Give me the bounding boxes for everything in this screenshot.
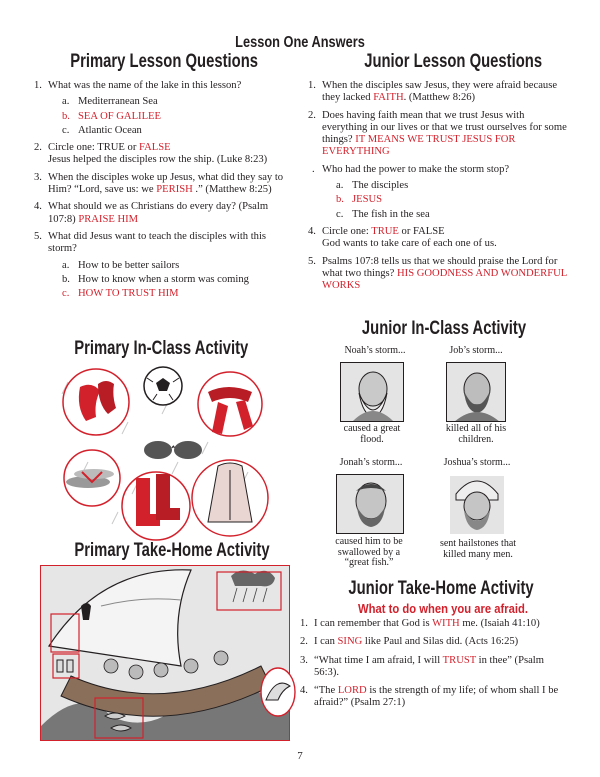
primary-takehome-picture: [40, 565, 290, 741]
primary-question-4: 4. What should we as Christians do every day? (Psalm 107:8) PRAISE HIM: [34, 201, 269, 225]
junior-takehome-list: [300, 618, 562, 715]
primary-questions: [34, 80, 286, 305]
storm-label: Jonah’s storm...: [339, 457, 403, 468]
primary-question-2: 2. Circle one: TRUE or FALSE Jesus helped the disciples row the ship. (Luke 8:23): [34, 142, 268, 166]
storm-caption: sent hailstones that killed many men.: [439, 538, 517, 560]
scarf-icon: [198, 372, 262, 436]
jumping-fish-callout: [258, 666, 298, 718]
mittens-icon: [63, 369, 129, 435]
primary-takehome-heading: Primary Take-Home Activity: [74, 540, 270, 561]
joshua-portrait: [444, 470, 510, 536]
storm-caption: killed all of his children.: [445, 423, 507, 445]
page-number: 7: [297, 750, 303, 762]
option: c. Atlantic Ocean: [62, 124, 142, 136]
option: a. Mediterranean Sea: [62, 96, 158, 108]
list-item: 4. “The LORD is the strength of my life; of whom shall I be afraid?” (Psalm 27:1): [300, 685, 559, 709]
storm-label: Job’s storm...: [449, 345, 503, 356]
storm-caption: caused him to be swallowed by a “great fish.”: [335, 536, 403, 568]
option: a. The disciples: [336, 180, 409, 192]
storm-caption: caused a great flood.: [343, 423, 401, 445]
option: a. How to be better sailors: [62, 259, 180, 271]
primary-inclass-illustration: [58, 362, 278, 542]
primary-question-5: 5. What did Jesus want to teach the disciples with this storm? a. How to be better sailors b. How to know when a storm was coming c. HOW TO TRUST HIM: [34, 231, 286, 300]
list-item: 3. “What time I am afraid, I will TRUST in thee” (Psalm 56:3).: [300, 654, 544, 678]
junior-takehome-subtitle: What to do when you are afraid.: [357, 602, 529, 616]
answer: HIS GOODNESS AND WONDERFUL WORKS: [322, 267, 567, 292]
junior-questions-heading: Junior Lesson Questions: [364, 51, 543, 72]
soccer-ball-icon: [144, 367, 182, 405]
storm-label: Joshua’s storm...: [443, 457, 511, 468]
noah-portrait: [340, 362, 404, 422]
answer: IT MEANS WE TRUST JESUS FOR EVERYTHING: [322, 134, 516, 158]
primary-question-3: 3. When the disciples woke up Jesus, what did they say to Him? “Lord, save us: we PERISH .” (Matthew 8:25): [34, 171, 284, 196]
junior-questions: [308, 80, 570, 297]
primary-question-1: 1. What was the name of the lake in this lesson? a. Mediterranean Sea b. SEA OF GALILEE c. Atlantic Ocean: [34, 80, 286, 137]
junior-question-4: 4. Circle one: TRUE or FALSE God wants to take care of each one of us.: [308, 225, 497, 250]
list-item: 2. I can SING like Paul and Silas did. (Acts 16:25): [300, 636, 519, 648]
jonah-portrait: [336, 474, 404, 534]
junior-question-2: 2. Does having faith mean that we trust Jesus with everything in our lives or that we trust ourselves for some things? IT MEANS WE TRUST JESUS FOR EVERYTHING: [308, 109, 567, 158]
option-answer: b. SEA OF GALILEE: [62, 110, 161, 122]
sandals-icon: [64, 450, 120, 506]
job-portrait: [446, 362, 506, 422]
junior-inclass-heading: Junior In-Class Activity: [361, 318, 527, 339]
primary-questions-heading: Primary Lesson Questions: [70, 51, 258, 72]
junior-question-1: 1. When the disciples saw Jesus, they were afraid because they lacked FAITH. (Matthew 8:26): [308, 80, 558, 104]
option: c. The fish in the sea: [336, 208, 430, 220]
answer: TRUE: [371, 225, 399, 237]
page-title: Lesson One Answers: [235, 34, 365, 51]
sunglasses-icon: [144, 441, 202, 459]
junior-question-3: . Who had the power to make the storm stop? a. The disciples b. JESUS c. The fish in the sea: [308, 164, 570, 221]
list-item: 1. I can remember that God is WITH me. (Isaiah 41:10): [300, 618, 540, 629]
boat-in-storm-illustration: [41, 566, 289, 740]
answer: FAITH: [373, 92, 404, 104]
boots-icon: [122, 472, 190, 540]
option: b. How to know when a storm was coming: [62, 273, 249, 285]
answer: PERISH: [156, 184, 193, 196]
storm-label: Noah’s storm...: [344, 345, 406, 356]
option-answer: b. JESUS: [336, 194, 383, 206]
raincoat-icon: [192, 460, 268, 536]
junior-takehome-heading: Junior Take-Home Activity: [348, 578, 534, 599]
primary-inclass-heading: Primary In-Class Activity: [74, 338, 249, 359]
junior-question-5: 5. Psalms 107:8 tells us that we should praise the Lord for what two things? HIS GOODNESS AND WONDERFUL WORKS: [308, 255, 567, 292]
answer: FALSE: [139, 142, 171, 154]
option-answer: c. HOW TO TRUST HIM: [62, 288, 179, 300]
answer: PRAISE HIM: [78, 213, 139, 225]
